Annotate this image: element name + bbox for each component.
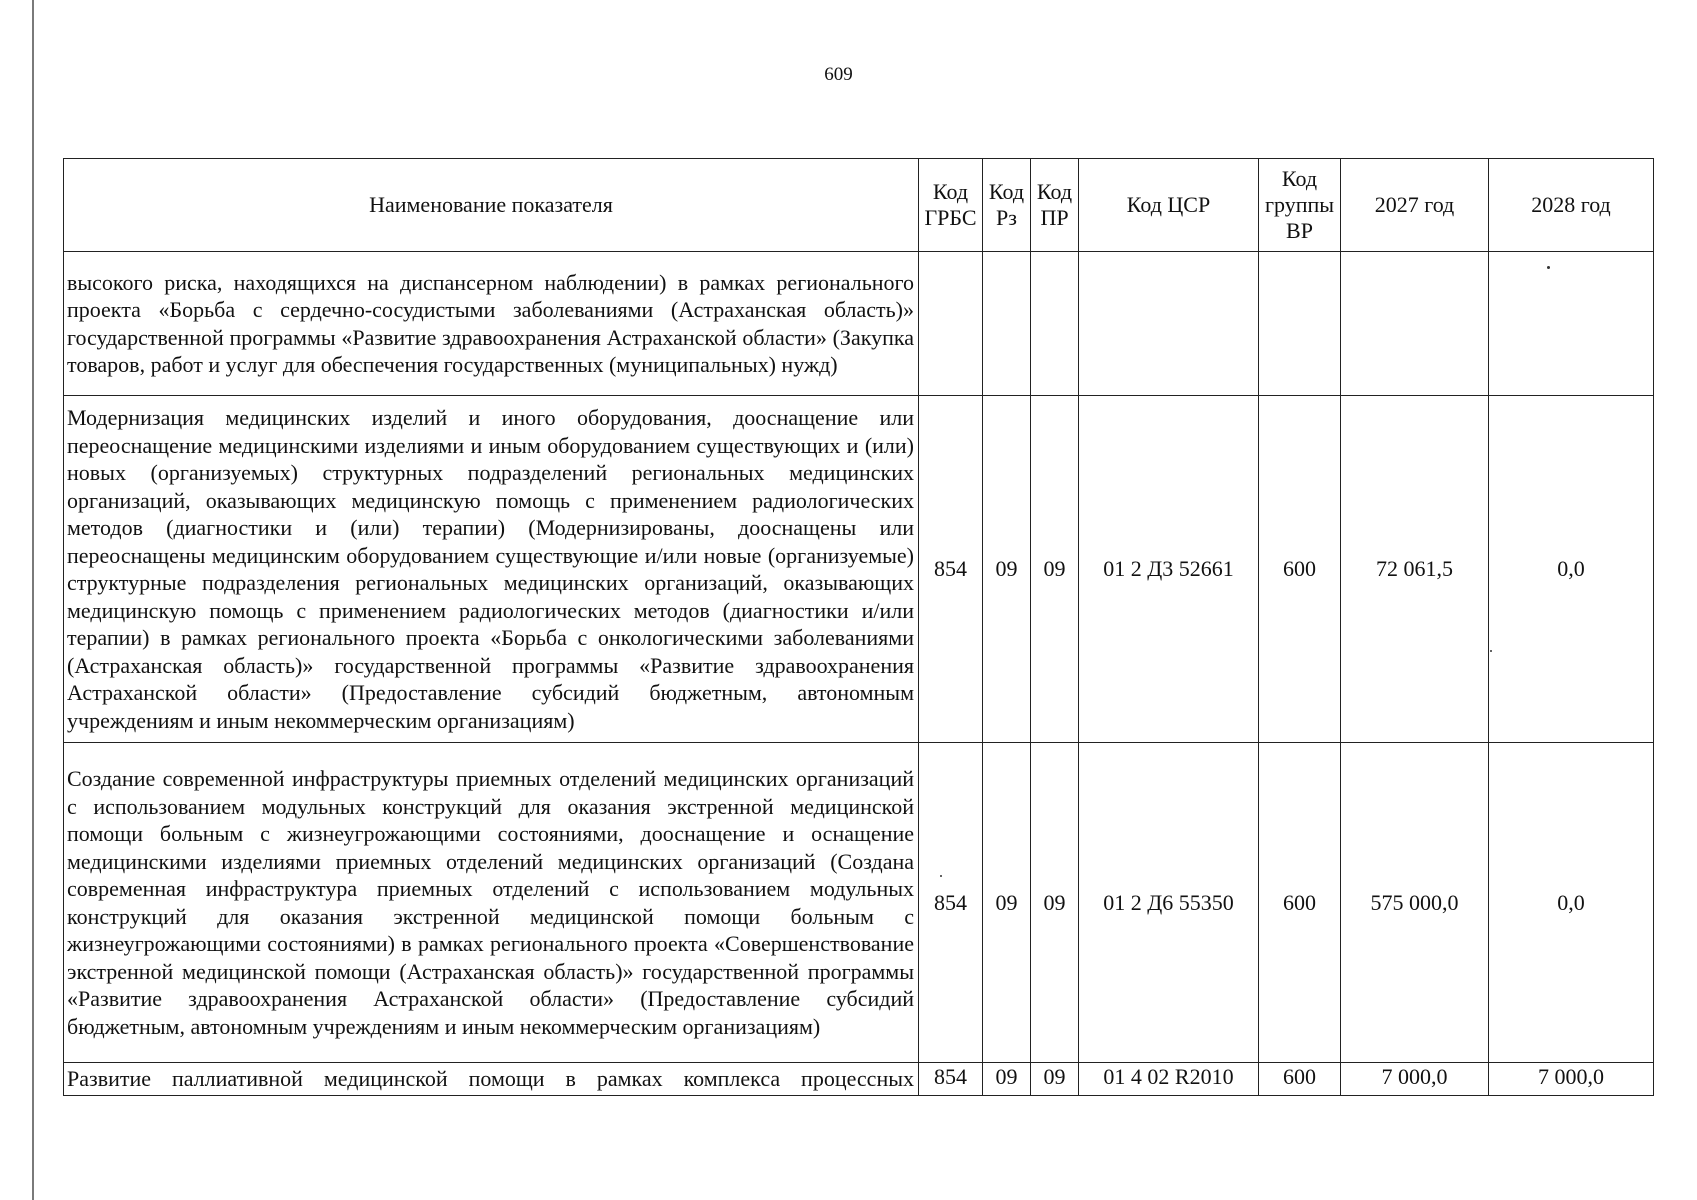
- row-vr: 600: [1259, 743, 1341, 1063]
- header-grbs: Код ГРБС: [919, 159, 983, 252]
- row-pr: 09: [1031, 743, 1079, 1063]
- row-vr: [1259, 252, 1341, 396]
- row-name: Развитие паллиативной медицинской помощи в рамках комплекса процессных: [64, 1063, 919, 1096]
- table-row: [64, 396, 1654, 743]
- row-pr: 09: [1031, 396, 1079, 743]
- header-2028: 2028 год: [1489, 159, 1654, 252]
- table-row: [64, 252, 1654, 396]
- row-2028: 7 000,0: [1489, 1063, 1654, 1096]
- row-2027: 72 061,5: [1341, 396, 1489, 743]
- row-pr: 09: [1031, 1063, 1079, 1096]
- header-rz: Код Рз: [983, 159, 1031, 252]
- row-2027: 7 000,0: [1341, 1063, 1489, 1096]
- scan-speck: [1490, 650, 1492, 652]
- table-row: [64, 743, 1654, 1063]
- row-grbs: [919, 252, 983, 396]
- budget-table: [63, 158, 1654, 1096]
- row-2027: [1341, 252, 1489, 396]
- scan-speck: [940, 875, 942, 877]
- scan-speck: [1547, 266, 1550, 269]
- row-csr: 01 2 Д6 55350: [1079, 743, 1259, 1063]
- row-rz: [983, 252, 1031, 396]
- row-rz: 09: [983, 396, 1031, 743]
- header-name: Наименование показателя: [64, 159, 919, 252]
- row-name: Модернизация медицинских изделий и иного оборудования, дооснащение или переоснащение медицинскими изделиями и иным оборудованием существующих и (или) новых (организуемых) структурных подразделений региональных медицинских организаций, оказывающих медицинскую помощь с применением радиологических методов (диагностики и (или) терапии) (Модернизированы, дооснащены или переоснащены медицинским оборудованием существующие и/или новые (организуемые) структурные подразделения региональных медицинских организаций, оказывающих медицинскую помощь с применением радиологических методов (диагностики и/или терапии) в рамках регионального проекта «Борьба с онкологическими заболеваниями (Астраханская область)» государственной программы «Развитие здравоохранения Астраханской области» (Предоставление субсидий бюджетным, автономным учреждениям и иным некоммерческим организациям): [64, 396, 919, 743]
- row-vr: 600: [1259, 1063, 1341, 1096]
- row-grbs: 854: [919, 743, 983, 1063]
- header-csr: Код ЦСР: [1079, 159, 1259, 252]
- table-row: [64, 1063, 1654, 1096]
- row-name: Создание современной инфраструктуры приемных отделений медицинских организаций с использованием модульных конструкций для оказания экстренной медицинской помощи больным с жизнеугрожающими состояниями, дооснащение и оснащение медицинскими изделиями приемных отделений медицинских организаций (Создана современная инфраструктура приемных отделений с использованием модульных конструкций для оказания экстренной медицинской помощи больным с жизнеугрожающими состояниями) в рамках регионального проекта «Совершенствование экстренной медицинской помощи (Астраханская область)» государственной программы «Развитие здравоохранения Астраханской области» (Предоставление субсидий бюджетным, автономным учреждениям и иным некоммерческим организациям): [64, 743, 919, 1063]
- row-pr: [1031, 252, 1079, 396]
- row-csr: [1079, 252, 1259, 396]
- row-name: высокого риска, находящихся на диспансерном наблюдении) в рамках регионального проекта «Борьба с сердечно-сосудистыми заболеваниями (Астраханская область)» государственной программы «Развитие здравоохранения Астраханской области» (Закупка товаров, работ и услуг для обеспечения государственных (муниципальных) нужд): [64, 252, 919, 396]
- header-vr: Код группы ВР: [1259, 159, 1341, 252]
- header-row: [64, 159, 1654, 252]
- row-2028: 0,0: [1489, 743, 1654, 1063]
- row-rz: 09: [983, 1063, 1031, 1096]
- row-grbs: 854: [919, 396, 983, 743]
- page-number: 609: [824, 64, 853, 85]
- row-csr: 01 4 02 R2010: [1079, 1063, 1259, 1096]
- row-2028: [1489, 252, 1654, 396]
- scan-edge-line: [32, 0, 34, 1200]
- row-csr: 01 2 Д3 52661: [1079, 396, 1259, 743]
- header-pr: Код ПР: [1031, 159, 1079, 252]
- header-2027: 2027 год: [1341, 159, 1489, 252]
- row-2028: 0,0: [1489, 396, 1654, 743]
- row-grbs: 854: [919, 1063, 983, 1096]
- row-2027: 575 000,0: [1341, 743, 1489, 1063]
- row-rz: 09: [983, 743, 1031, 1063]
- row-vr: 600: [1259, 396, 1341, 743]
